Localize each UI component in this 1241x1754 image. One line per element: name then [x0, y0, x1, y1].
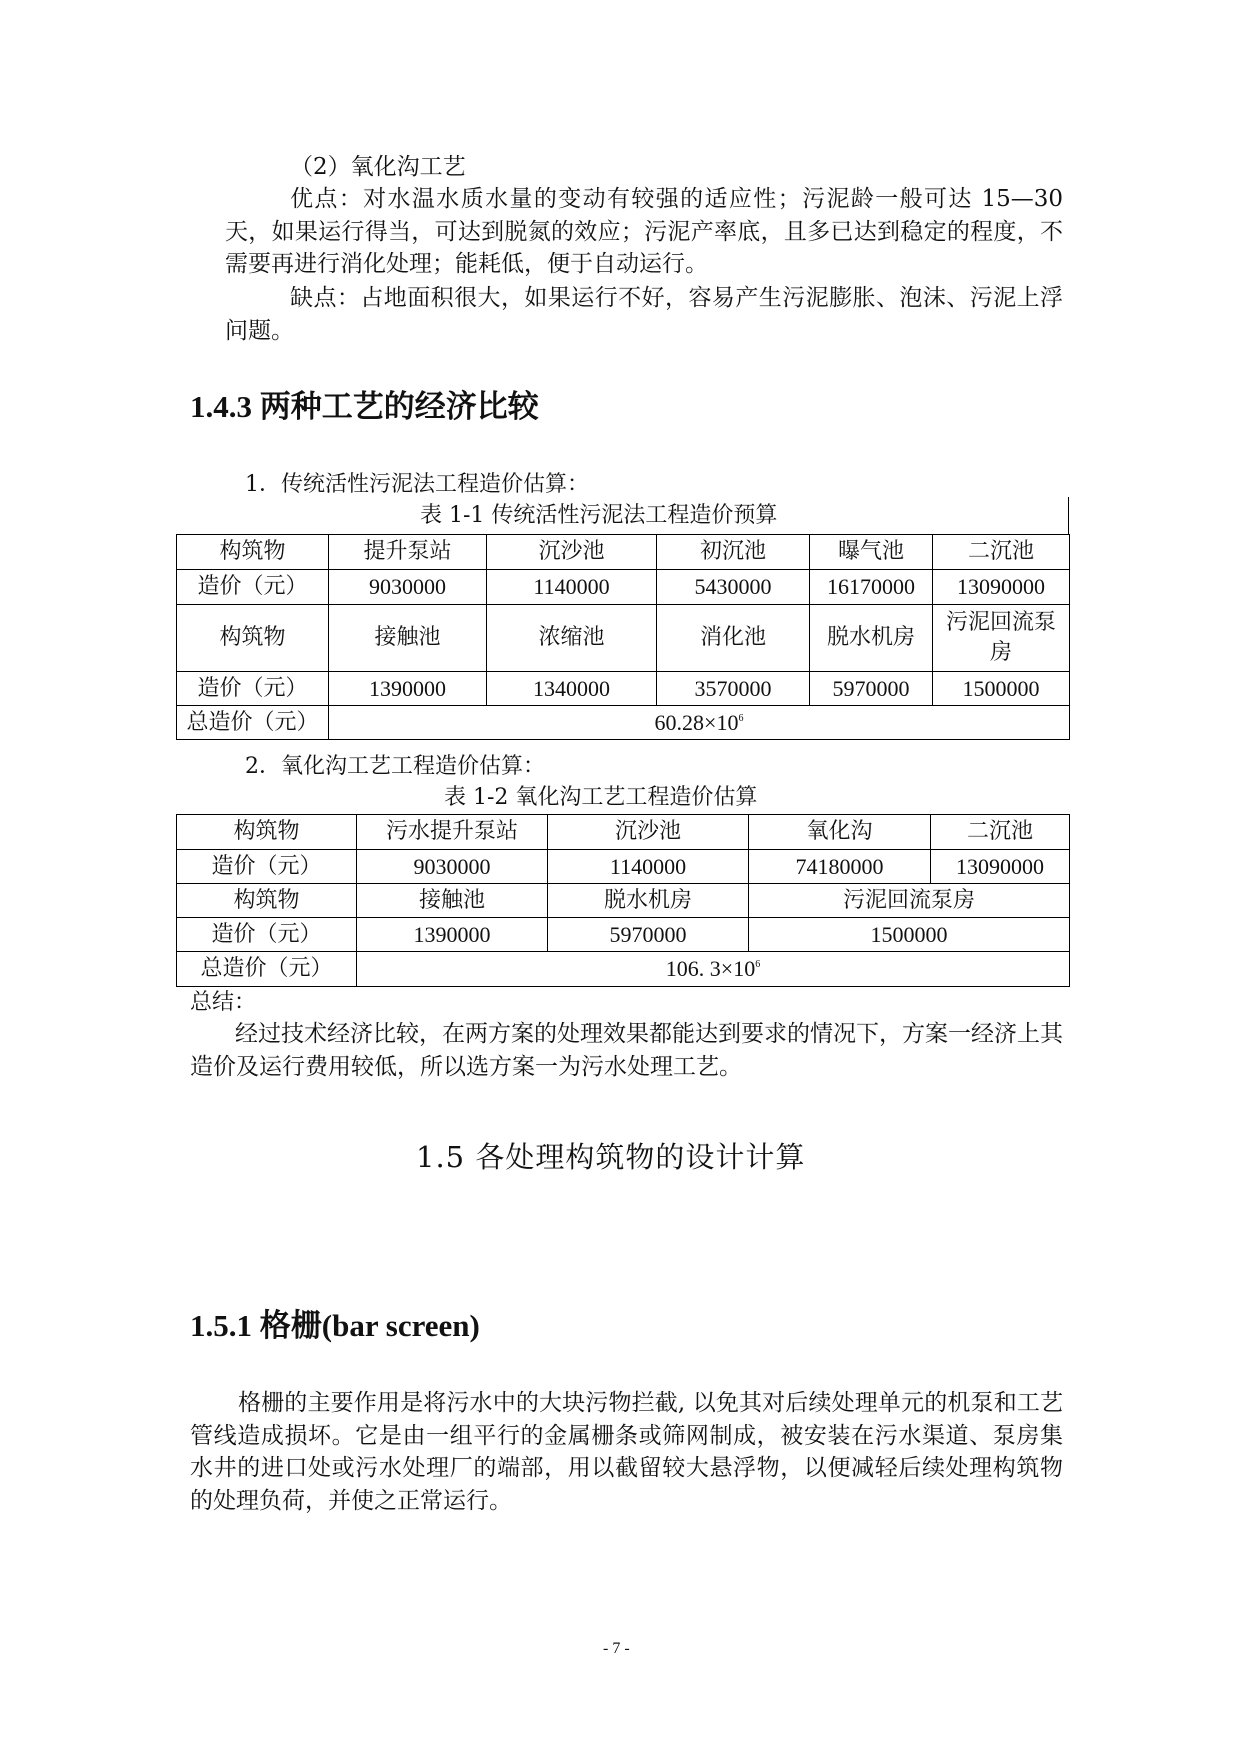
- section-heading-1-5: 1.5 各处理构筑物的设计计算: [416, 1140, 806, 1174]
- table-row: [177, 918, 1070, 952]
- summary-paragraph: 经过技术经济比较，在两方案的处理效果都能达到要求的情况下，方案一经济上其造价及运行费用较低，所以选方案一为污水处理工艺。: [190, 1021, 1063, 1080]
- summary-label: 总结：: [190, 990, 257, 1015]
- table-row: [177, 672, 1070, 706]
- table-cell: 污水提升泵站: [357, 815, 548, 850]
- table-cell: 污泥回流泵房: [933, 605, 1070, 672]
- table-cell: 接触池: [357, 884, 548, 918]
- table-cell: 曝气池: [810, 535, 933, 570]
- bar-screen-paragraph: 格栅的主要作用是将污水中的大块污物拦截, 以免其对后续处理单元的机泵和工艺管线造成损坏。它是由一组平行的金属栅条或筛网制成，被安装在污水渠道、泵房集水井的进口处或污水处理厂的端部，用以截留较大悬浮物，以便减轻后续处理构筑物的处理负荷，并使之正常运行。: [190, 1390, 1063, 1514]
- table-cell: 消化池: [657, 605, 810, 672]
- table-cell: 1500000: [933, 672, 1070, 706]
- table-cell: 污泥回流泵房: [749, 884, 1070, 918]
- table-cell: 二沉池: [931, 815, 1070, 850]
- item-2-label: 2．氧化沟工艺工程造价估算：: [245, 754, 545, 779]
- advantages-paragraph: 优点：对水温水质水量的变动有较强的适应性；污泥龄一般可达 15—30 天，如果运行得当，可达到脱氮的效应；污泥产率底，且多已达到稳定的程度，不需要再进行消化处理；能耗低，便于自动运行。: [225, 186, 1063, 277]
- table-cell: 脱水机房: [548, 884, 749, 918]
- table-row: [177, 605, 1070, 672]
- table-cell: 5430000: [657, 570, 810, 605]
- table-row: [177, 535, 1070, 570]
- total-value-cell: $60.28\times 10^6$: [329, 706, 1070, 740]
- table-cell: 1140000: [487, 570, 657, 605]
- table-cell: 造价（元）: [177, 850, 357, 884]
- table-cell: 5970000: [810, 672, 933, 706]
- table-cell: 构筑物: [177, 815, 357, 850]
- table-cell: 1390000: [329, 672, 487, 706]
- table-cell: 74180000: [749, 850, 931, 884]
- table-cell: 接触池: [329, 605, 487, 672]
- table-cell: 总造价（元）: [177, 952, 357, 987]
- table-cell: 氧化沟: [749, 815, 931, 850]
- section-heading-1-4-3: 1.4.3 两种工艺的经济比较: [190, 389, 539, 424]
- table-cell: 造价（元）: [177, 570, 329, 605]
- table-1-caption: 表 1-1 传统活性污泥法工程造价预算: [420, 503, 778, 528]
- table-row: [177, 706, 1070, 740]
- table-cell: 沉沙池: [548, 815, 749, 850]
- table-cell: 浓缩池: [487, 605, 657, 672]
- page-number: - 7 -: [603, 1640, 630, 1657]
- table-cell: 沉沙池: [487, 535, 657, 570]
- table-cell: 提升泵站: [329, 535, 487, 570]
- table-cell: 构筑物: [177, 605, 329, 672]
- table-cell: 3570000: [657, 672, 810, 706]
- table-cell: 总造价（元）: [177, 706, 329, 740]
- table-row: [177, 570, 1070, 605]
- cost-table-1: [176, 534, 1070, 740]
- table-cell: 二沉池: [933, 535, 1070, 570]
- table-2-caption: 表 1-2 氧化沟工艺工程造价估算: [444, 785, 758, 810]
- table-row: [177, 952, 1070, 987]
- oxidation-ditch-title: （2）氧化沟工艺: [290, 154, 466, 180]
- table-row: [177, 815, 1070, 850]
- table-row: [177, 850, 1070, 884]
- table-cell: 1140000: [548, 850, 749, 884]
- cost-table-2: [176, 814, 1070, 987]
- table-cell: 1340000: [487, 672, 657, 706]
- table-cell: 1500000: [749, 918, 1070, 952]
- table-cell: 9030000: [357, 850, 548, 884]
- section-heading-1-5-1: 1.5.1 格栅(bar screen): [190, 1308, 480, 1343]
- total-value-cell: 106. $3\times 10^6$: [357, 952, 1070, 987]
- table-cell: 13090000: [933, 570, 1070, 605]
- table-cell: 构筑物: [177, 884, 357, 918]
- table-cell: 造价（元）: [177, 918, 357, 952]
- table-cell: 13090000: [931, 850, 1070, 884]
- table-cell: 构筑物: [177, 535, 329, 570]
- table-cell: 造价（元）: [177, 672, 329, 706]
- table-cell: 16170000: [810, 570, 933, 605]
- disadvantages-paragraph: 缺点：占地面积很大，如果运行不好，容易产生污泥膨胀、泡沫、污泥上浮问题。: [225, 285, 1063, 344]
- table-cell: 初沉池: [657, 535, 810, 570]
- table-cell: 脱水机房: [810, 605, 933, 672]
- caption-border: [1068, 497, 1069, 534]
- table-cell: 5970000: [548, 918, 749, 952]
- table-row: [177, 884, 1070, 918]
- table-cell: 1390000: [357, 918, 548, 952]
- item-1-label: 1．传统活性污泥法工程造价估算：: [245, 472, 589, 497]
- table-cell: 9030000: [329, 570, 487, 605]
